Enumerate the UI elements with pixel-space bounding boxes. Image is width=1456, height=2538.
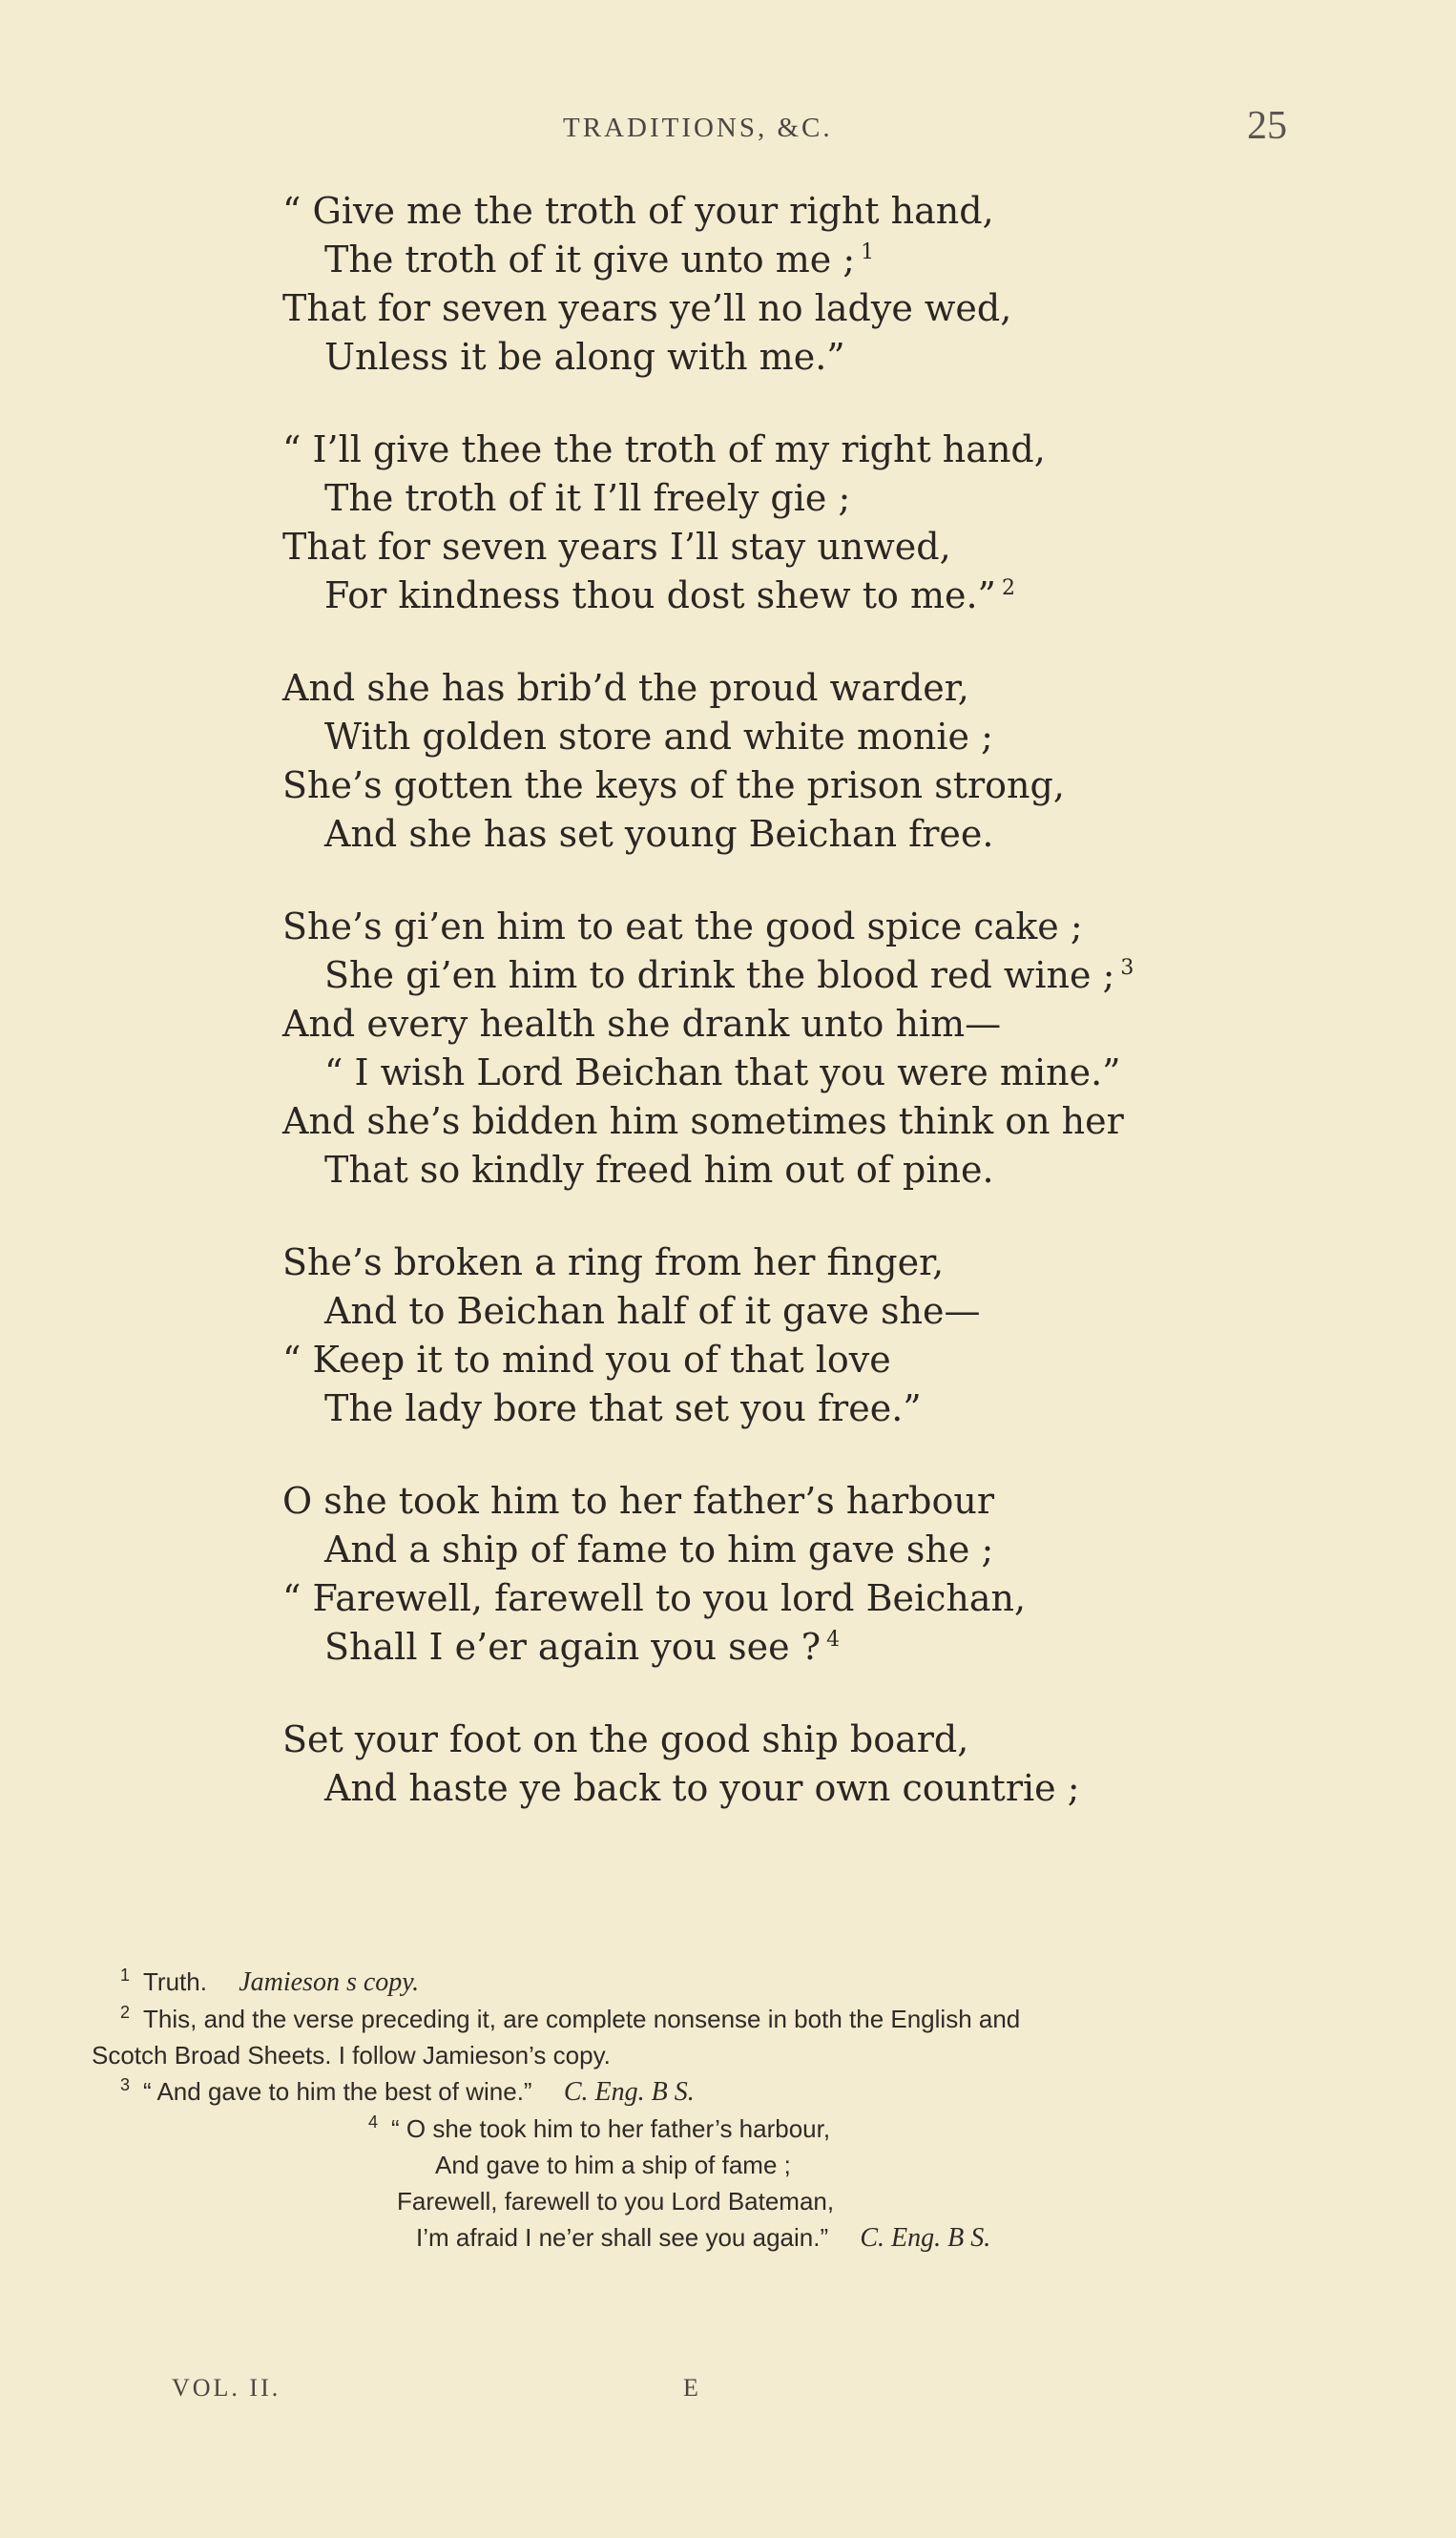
verse-line [282, 1623, 1380, 1672]
verse-line [282, 1477, 1380, 1526]
verse-line [282, 1716, 1380, 1764]
verse-line [282, 1097, 1380, 1146]
footnote-marker: 3 [120, 2075, 131, 2094]
signature-mark: E [683, 2374, 698, 2402]
verse-line [282, 1287, 1380, 1336]
footnote-3 [92, 2073, 1332, 2111]
footnote-2 [92, 2001, 1332, 2037]
verse-text: “ Farewell, farewell to you lord Beichan, [282, 1577, 1027, 1619]
footnote-source: Jamieson s copy. [239, 1967, 420, 1997]
footnote-marker: 1 [120, 1966, 131, 1985]
verse-text: And she’s bidden him sometimes think on her [282, 1100, 1124, 1142]
footnote-verse-line: “ O she took him to her father’s harbour, [391, 2114, 831, 2143]
verse-line [282, 523, 1380, 572]
verse-text: She gi’en him to drink the blood red wine ; [324, 954, 1115, 996]
footnote-verse-line: Farewell, farewell to you Lord Bateman, [397, 2187, 835, 2216]
verse-text: That so kindly freed him out of pine. [324, 1149, 994, 1191]
verse-line [282, 572, 1380, 620]
footnote-source: C. Eng. B S. [860, 2223, 991, 2253]
verse-line [282, 1336, 1380, 1384]
verse-text: She’s broken a ring from her finger, [282, 1241, 945, 1283]
verse-line [282, 951, 1380, 1000]
verse-line [282, 903, 1380, 951]
verse-line [282, 1146, 1380, 1195]
footnote-marker: 2 [120, 2003, 131, 2022]
footnote-source: C. Eng. B S. [563, 2077, 695, 2107]
verse-line [282, 187, 1380, 236]
running-header: TRADITIONS, &C. [563, 113, 833, 143]
verse-text: “ Give me the troth of your right hand, [282, 190, 994, 232]
verse-line [282, 810, 1380, 859]
verse-line [282, 474, 1380, 523]
verse-line [282, 236, 1380, 284]
verse-text: Unless it be along with me.” [324, 336, 845, 378]
footnote-4-last [92, 2219, 1332, 2257]
poem-body [282, 187, 1380, 1857]
stanza [282, 664, 1380, 859]
verse-line [282, 713, 1380, 761]
footnote-verse-line: And gave to him a ship of fame ; [435, 2151, 791, 2179]
verse-text: That for seven years I’ll stay unwed, [282, 526, 951, 568]
verse-text: And she has brib’d the proud warder, [282, 667, 969, 709]
verse-line [282, 1574, 1380, 1623]
verse-text: She’s gotten the keys of the prison strong, [282, 764, 1065, 806]
footnote-reference: 3 [1120, 956, 1134, 980]
stanza [282, 1477, 1380, 1672]
verse-text: “ Keep it to mind you of that love [282, 1339, 891, 1381]
verse-text: With golden store and white monie ; [324, 716, 993, 758]
footnote-verse-line: I’m afraid I ne’er shall see you again.” [416, 2223, 829, 2252]
verse-text: And every health she drank unto him— [282, 1003, 1002, 1045]
verse-text: The troth of it give unto me ; [324, 239, 856, 281]
verse-line [282, 426, 1380, 474]
verse-text: “ I wish Lord Beichan that you were mine.” [324, 1051, 1121, 1093]
verse-line [282, 1764, 1380, 1813]
verse-text: Set your foot on the good ship board, [282, 1718, 969, 1760]
verse-text: For kindness thou dost shew to me.” [324, 574, 996, 616]
verse-text: That for seven years ye’ll no ladye wed, [282, 287, 1012, 329]
stanza [282, 903, 1380, 1195]
footnote-1 [92, 1964, 1332, 2001]
verse-line [282, 333, 1380, 382]
verse-text: The troth of it I’ll freely gie ; [324, 477, 851, 519]
footnote-reference: 1 [861, 240, 875, 264]
verse-line [282, 1526, 1380, 1574]
verse-text: “ I’ll give thee the troth of my right hand, [282, 428, 1046, 470]
verse-text: Shall I e’er again you see ? [324, 1626, 822, 1668]
footnote-2-continued: Scotch Broad Sheets. I follow Jamieson’s copy. [92, 2041, 611, 2070]
verse-text: And haste ye back to your own countrie ; [324, 1767, 1080, 1809]
volume-signature: VOL. II. [172, 2374, 281, 2402]
verse-line [282, 1000, 1380, 1049]
footnotes [92, 1964, 1332, 2257]
verse-text: O she took him to her father’s harbour [282, 1480, 994, 1522]
verse-line [282, 761, 1380, 810]
verse-text: The lady bore that set you free.” [324, 1387, 922, 1429]
footnote-4 [92, 2111, 1332, 2147]
verse-text: And she has set young Beichan free. [324, 813, 994, 855]
verse-line [282, 664, 1380, 713]
footnote-reference: 2 [1001, 576, 1015, 600]
verse-line [282, 284, 1380, 333]
verse-line [282, 1238, 1380, 1287]
verse-text: She’s gi’en him to eat the good spice cake ; [282, 905, 1083, 947]
footnote-marker: 4 [368, 2112, 379, 2132]
page-number: 25 [1247, 104, 1287, 148]
footnote-text: Truth. [143, 1967, 207, 1996]
footnote-text: This, and the verse preceding it, are complete nonsense in both the English and [143, 2005, 1021, 2033]
stanza [282, 426, 1380, 620]
verse-text: And a ship of fame to him gave she ; [324, 1529, 994, 1571]
verse-text: And to Beichan half of it gave she— [324, 1290, 981, 1332]
footnote-text: “ And gave to him the best of wine.” [143, 2077, 532, 2106]
verse-line [282, 1049, 1380, 1097]
stanza [282, 1716, 1380, 1813]
footnote-reference: 4 [826, 1628, 841, 1652]
stanza [282, 1238, 1380, 1433]
stanza [282, 187, 1380, 382]
verse-line [282, 1384, 1380, 1433]
